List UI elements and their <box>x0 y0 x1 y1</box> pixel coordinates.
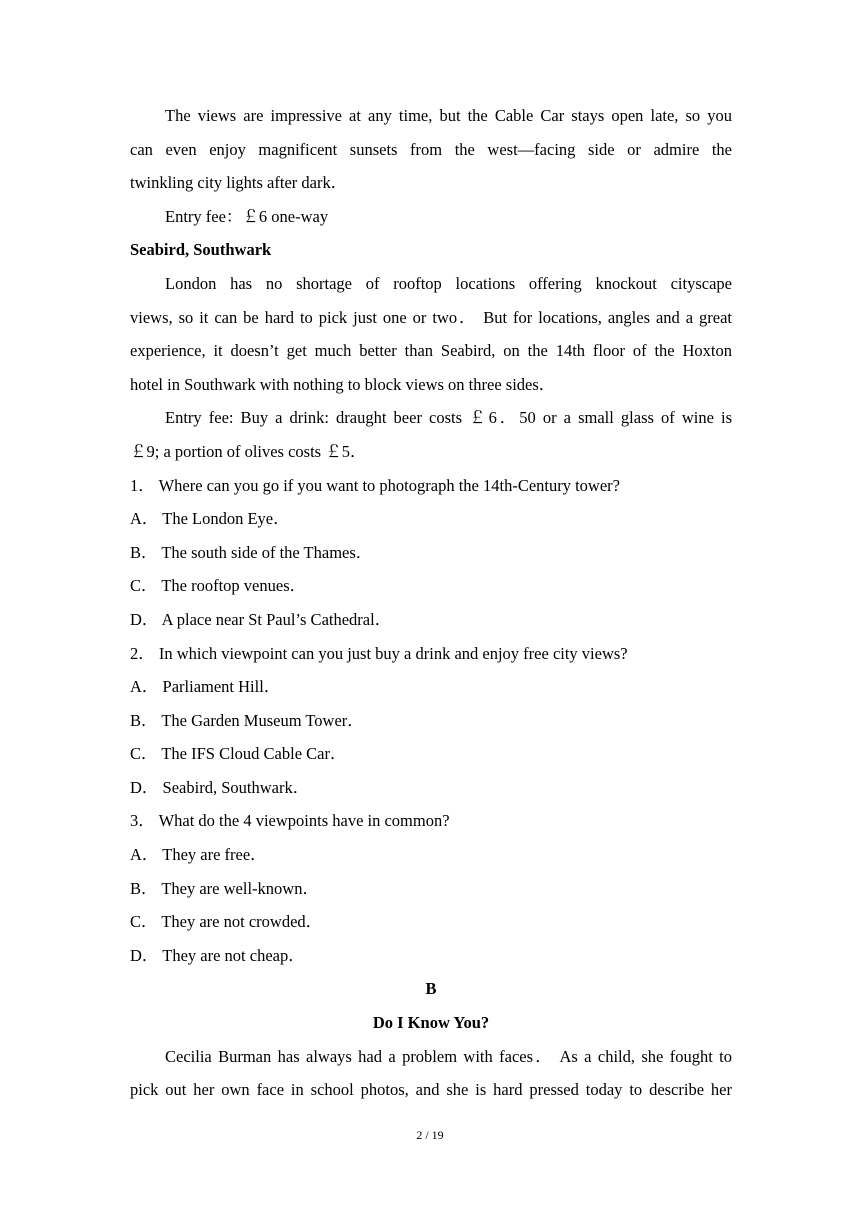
paragraph-line: experience, it doesn’t get much better than Seabird, on the 14th floor of the Hoxton <box>130 341 732 361</box>
paragraph-line: hotel in Southwark with nothing to block views on three sides． <box>130 374 556 394</box>
seabird-entry-fee <box>130 401 732 468</box>
answer-option: A． They are free． <box>130 845 267 865</box>
answer-option: D． Seabird, Southwark． <box>130 777 310 797</box>
paragraph-line: Entry fee: Buy a drink: draught beer costs ￡6．50 or a small glass of wine is <box>165 408 732 428</box>
answer-option: C． They are not crowded． <box>130 912 323 932</box>
answer-option: D． A place near St Paul’s Cathedral． <box>130 609 392 629</box>
paragraph-line: pick out her own face in school photos, and she is hard pressed today to describe her <box>130 1080 732 1100</box>
question-stem: 2． In which viewpoint can you just buy a drink and enjoy free city views? <box>130 643 628 663</box>
paragraph-line: London has no shortage of rooftop locations offering knockout cityscape <box>165 273 732 293</box>
question-stem: 3． What do the 4 viewpoints have in common? <box>130 811 450 831</box>
page-number: 2 / 19 <box>416 1128 444 1142</box>
paragraph-line: ￡9; a portion of olives costs ￡5． <box>130 441 367 461</box>
seabird-heading: Seabird, Southwark <box>130 240 272 260</box>
passage-b-intro <box>130 1040 732 1107</box>
answer-option: C． The rooftop venues． <box>130 576 307 596</box>
answer-option: B． The Garden Museum Tower． <box>130 710 364 730</box>
question-2 <box>130 637 732 805</box>
answer-option: D． They are not cheap． <box>130 945 305 965</box>
paragraph-line: Cecilia Burman has always had a problem with faces． As a child, she fought to <box>165 1046 732 1066</box>
section-letter: B <box>425 979 437 999</box>
passage-title: Do I Know You? <box>372 1013 490 1033</box>
answer-option: A． The London Eye． <box>130 509 290 529</box>
answer-option: B． They are well-known． <box>130 878 319 898</box>
answer-option: A． Parliament Hill． <box>130 677 281 697</box>
seabird-paragraph <box>130 267 732 401</box>
question-stem: 1． Where can you go if you want to photograph the 14th-Century tower? <box>130 475 620 495</box>
cable-car-entry-fee: Entry fee：￡6 one-way <box>165 206 329 226</box>
page-content <box>130 99 732 1107</box>
paragraph-line: twinkling city lights after dark． <box>130 173 348 193</box>
answer-option: C． The IFS Cloud Cable Car． <box>130 744 347 764</box>
cable-car-paragraph <box>130 99 732 200</box>
answer-option: B． The south side of the Thames． <box>130 542 373 562</box>
paragraph-line: can even enjoy magnificent sunsets from the west—facing side or admire the <box>130 139 732 159</box>
question-3 <box>130 804 732 972</box>
paragraph-line: The views are impressive at any time, but the Cable Car stays open late, so you <box>165 106 732 125</box>
question-1 <box>130 469 732 637</box>
paragraph-line: views, so it can be hard to pick just one or two． But for locations, angles and a great <box>130 307 732 327</box>
